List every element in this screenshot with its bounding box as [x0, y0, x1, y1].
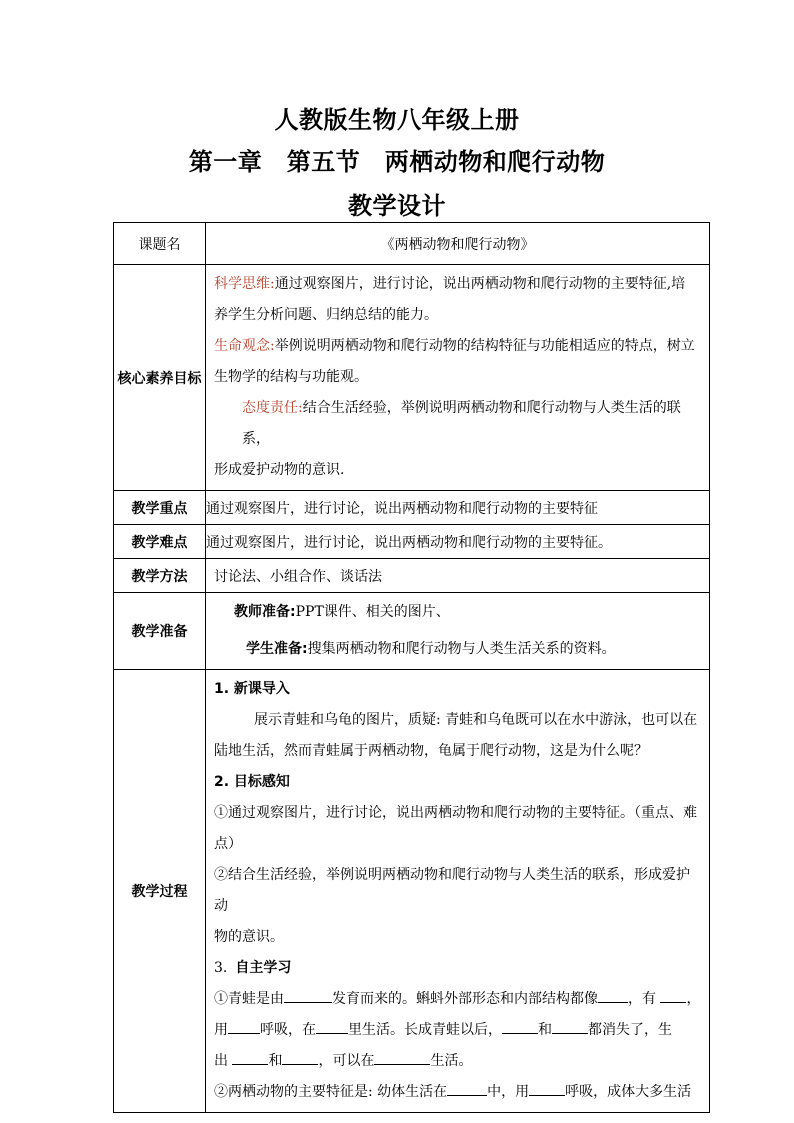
heading-new-lesson: 1. 新课导入 [214, 681, 290, 697]
q2-text: 中，用 [487, 1084, 530, 1100]
q1-text: ，可以在 [318, 1053, 375, 1069]
label-topic: 课题名 [114, 223, 206, 265]
chapter-title: 第一章 第五节 两栖动物和爬行动物 [188, 148, 606, 176]
tag-teacher-prep: 教师准备: [234, 604, 296, 620]
q2-text: ②两栖动物的主要特征是: 幼体生活在 [214, 1084, 448, 1100]
question-2-line-1 [214, 1077, 703, 1108]
tag-attitude: 态度责任: [242, 400, 303, 416]
fill-blank[interactable] [374, 1048, 430, 1065]
q1-text: 和 [538, 1022, 552, 1038]
label-process: 教学过程 [114, 670, 206, 1113]
fill-blank[interactable] [598, 986, 628, 1003]
q1-text: 呼吸，在 [260, 1022, 316, 1038]
lesson-plan-table [113, 222, 710, 1113]
label-preparation: 教学准备 [114, 593, 206, 670]
text-goal-2: ②结合生活经验，举例说明两栖动物和爬行动物与人类生活的联系，形成爱护动 [214, 867, 690, 914]
text-attitude: 结合生活经验，举例说明两栖动物和爬行动物与人类生活的联系， [242, 400, 681, 447]
self-study-label: 自主学习 [235, 960, 292, 976]
fill-blank[interactable] [228, 1017, 260, 1034]
row-difficult-point [114, 525, 710, 559]
question-1-line-2 [214, 1015, 703, 1046]
q1-text: 里生活。长成青蛙以后， [348, 1022, 502, 1038]
q1-text: 生活。 [430, 1053, 473, 1069]
text-intro: 展示青蛙和乌龟的图片，质疑: 青蛙和乌龟既可以在水中游泳，也可以在 [254, 712, 698, 728]
label-core-literacy: 核心素养目标 [114, 265, 206, 491]
text-intro-cont: 陆地生活，然而青蛙属于两栖动物，龟属于爬行动物，这是为什么呢？ [214, 743, 648, 759]
row-preparation [114, 593, 710, 670]
label-difficult-point: 教学难点 [114, 525, 206, 559]
row-topic [114, 223, 710, 265]
value-process [206, 670, 710, 1113]
question-1-line-1 [214, 984, 703, 1015]
fill-blank[interactable] [282, 1048, 318, 1065]
value-core-literacy [206, 265, 710, 491]
fill-blank[interactable] [552, 1017, 588, 1034]
heading-goal-perception: 2. 目标感知 [214, 774, 290, 790]
text-goal-1-cont: 点） [214, 836, 242, 852]
text-student-prep: 搜集两栖动物和爬行动物与人类生活关系的资料。 [307, 641, 616, 657]
q1-text: 用 [214, 1022, 228, 1038]
value-key-point: 通过观察图片，进行讨论，说出两栖动物和爬行动物的主要特征 [206, 491, 710, 525]
fill-blank[interactable] [660, 986, 686, 1003]
document-title: 人教版生物八年级上册 [274, 106, 520, 134]
q1-text: 都消失了，生 [588, 1022, 672, 1038]
text-attitude-cont: 形成爱护动物的意识. [214, 462, 345, 478]
fill-blank[interactable] [284, 986, 332, 1003]
row-method [114, 559, 710, 593]
design-title: 教学设计 [348, 192, 446, 220]
text-science-thinking-cont: 养学生分析问题、归纳总结的能力。 [214, 307, 438, 323]
fill-blank[interactable] [316, 1017, 348, 1034]
q1-text: ①青蛙是由 [214, 991, 284, 1007]
text-life-concept-cont: 生物学的结构与功能观。 [214, 369, 368, 385]
q1-text: 出 [214, 1053, 228, 1069]
tag-life-concept: 生命观念: [214, 338, 275, 354]
row-key-point [114, 491, 710, 525]
text-life-concept: 举例说明两栖动物和爬行动物的结构特征与功能相适应的特点，树立 [274, 338, 695, 354]
question-1-line-3 [214, 1046, 703, 1077]
text-goal-1: ①通过观察图片，进行讨论，说出两栖动物和爬行动物的主要特征。（重点、难 [214, 805, 697, 821]
label-key-point: 教学重点 [114, 491, 206, 525]
fill-blank[interactable] [529, 1079, 565, 1096]
value-topic: 《两栖动物和爬行动物》 [206, 223, 710, 265]
fill-blank[interactable] [232, 1048, 268, 1065]
q2-text: 呼吸，成体大多生活 [565, 1084, 692, 1100]
heading-self-study [214, 953, 703, 984]
q1-text: 和 [268, 1053, 283, 1069]
label-method: 教学方法 [114, 559, 206, 593]
row-process [114, 670, 710, 1113]
text-goal-2-cont: 物的意识。 [214, 929, 284, 945]
fill-blank[interactable] [502, 1017, 538, 1034]
value-difficult-point: 通过观察图片，进行讨论，说出两栖动物和爬行动物的主要特征。 [206, 525, 710, 559]
tag-science-thinking: 科学思维: [214, 276, 275, 292]
fill-blank[interactable] [447, 1079, 487, 1096]
q1-text: ， [686, 991, 701, 1007]
text-teacher-prep: PPT课件、相关的图片、 [295, 604, 450, 620]
q1-text: ，有 [628, 991, 656, 1007]
q1-text: 发育而来的。蝌蚪外部形态和内部结构都像 [332, 991, 598, 1007]
value-preparation [206, 593, 710, 670]
text-science-thinking: 通过观察图片，进行讨论，说出两栖动物和爬行动物的主要特征,培 [274, 276, 686, 292]
tag-student-prep: 学生准备: [246, 641, 308, 657]
value-method: 讨论法、小组合作、谈话法 [206, 559, 710, 593]
row-core-literacy [114, 265, 710, 491]
self-study-number: 3. [214, 960, 228, 976]
